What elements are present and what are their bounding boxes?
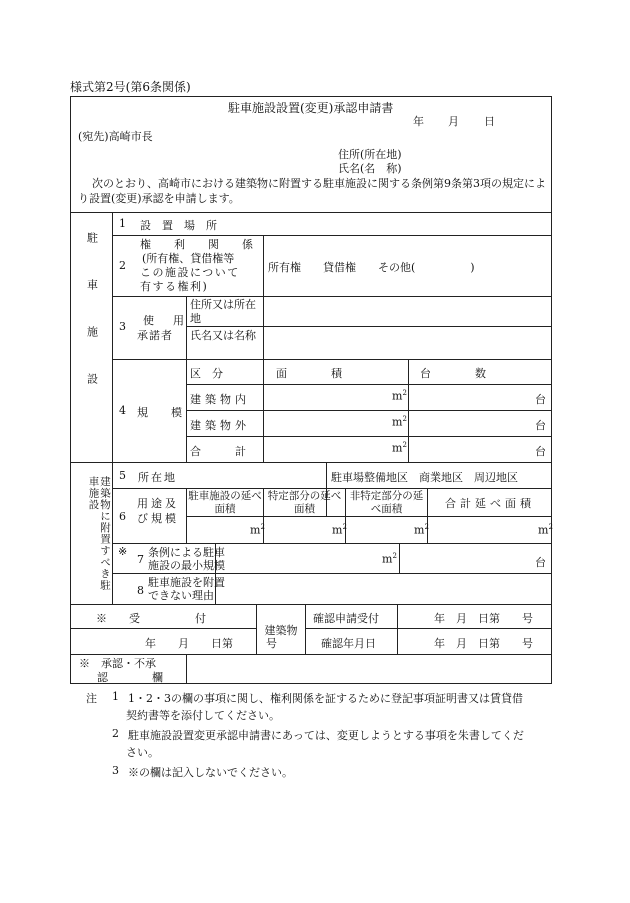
row8-label: 駐車施設を附置 できない理由: [148, 576, 225, 602]
row8-number: 8: [137, 584, 144, 597]
head-nonspecific-area: 非特定部分の延べ面積: [349, 489, 424, 515]
note-1-number: 1: [112, 690, 119, 703]
notes-prefix: 注: [86, 692, 97, 705]
intro-text: 次のとおり、高崎市における建築物に附置する駐車施設に関する条例第9条第3項の規定により設置(変更)承認を申請します。: [78, 177, 546, 206]
row2-label: 権 利 関 係 (所有権、貸借権等 この施設について 有する権利): [140, 238, 259, 293]
form-number: 様式第2号(第6条関係): [70, 80, 191, 94]
unit-nonspecific-area: $m^2$: [414, 523, 429, 537]
row3-label: 使 用 承諾者: [137, 314, 188, 342]
row6-number: 6: [119, 510, 126, 523]
section-parking-label: 駐車施設: [85, 232, 99, 420]
receipt-label: ※ 受 付: [96, 612, 206, 625]
scale-total-area-unit: $m^2$: [392, 441, 407, 455]
date-month: 月: [448, 115, 459, 128]
scale-outside-label: 建築物外: [190, 419, 250, 432]
row6-label: 用途及 び規模: [137, 497, 179, 525]
row3-number: 3: [119, 320, 126, 333]
note-1-text-cont: 契約書等を添付してください。: [126, 709, 280, 722]
scale-inside-area-unit: $m^2$: [392, 389, 407, 403]
row7-mark: ※: [118, 545, 128, 558]
min-scale-count-unit: 台: [535, 556, 546, 569]
confirm-date-value: 年 月 日第 号: [434, 637, 533, 650]
note-2-text-cont: さい。: [126, 746, 159, 759]
applicant-name-label: 氏名(名 称): [338, 162, 402, 175]
row7-number: 7: [137, 553, 144, 566]
consenter-name-input[interactable]: [264, 327, 551, 359]
unit-parking-area: $m^2$: [250, 523, 265, 537]
unit-specific-area: $m^2$: [332, 523, 347, 537]
note-3-number: 3: [112, 764, 119, 777]
unit-total-area: $m^2$: [538, 523, 553, 537]
scale-total-label: 合 計: [190, 445, 250, 458]
confirm-receipt-label: 確認申請受付: [313, 612, 379, 625]
note-2-text: 駐車施設設置変更承認申請書にあっては、変更しようとする事項を朱書してくだ: [128, 729, 524, 742]
scale-inside-label: 建築物内: [190, 393, 250, 406]
note-1-text: 1・2・3の欄の事項に関し、権利関係を証するために登記事項証明書又は賃貸借: [128, 692, 523, 705]
head-specific-area: 特定部分の延べ面積: [267, 489, 342, 515]
row7-label: 条例による駐車 施設の最小規模: [148, 546, 225, 572]
scale-head-area: 面 積: [276, 367, 342, 380]
scale-outside-count-unit: 台: [535, 419, 546, 432]
row1-number: 1: [119, 217, 126, 230]
approval-input[interactable]: [187, 655, 551, 683]
row5-label: 所在地: [138, 471, 177, 484]
head-parking-area: 駐車施設の延べ面積: [188, 489, 262, 515]
applicant-address-label: 住所(所在地): [338, 148, 402, 161]
confirm-date-label: 確認年月日: [321, 637, 376, 650]
consenter-address-label: 住所又は所在地: [190, 298, 256, 325]
note-3-text: ※の欄は記入しないでください。: [128, 766, 293, 779]
row2-number: 2: [119, 259, 126, 272]
location-input[interactable]: [264, 213, 551, 235]
consenter-name-label: 氏名又は名称: [190, 329, 256, 342]
scale-inside-count-unit: 台: [535, 393, 546, 406]
rights-options[interactable]: 所有権 貸借権 その他( ): [268, 261, 475, 274]
approval-label: ※ 承認・不承 認 欄: [79, 657, 163, 684]
consenter-address-input[interactable]: [264, 297, 551, 326]
form-title: 駐車施設設置(変更)承認申請書: [228, 101, 394, 115]
district-options[interactable]: 駐車場整備地区 商業地区 周辺地区: [331, 471, 518, 484]
reason-input[interactable]: [216, 574, 551, 603]
min-scale-area-unit: $m^2$: [382, 552, 397, 566]
row1-label: 設 置 場 所: [140, 219, 217, 232]
scale-outside-area-unit: $m^2$: [392, 415, 407, 429]
date-year: 年: [413, 115, 424, 128]
scale-head-count: 台 数: [420, 367, 486, 380]
row4-label: 規 模: [137, 406, 188, 419]
building-label: 建築物: [264, 623, 298, 637]
scale-total-count-unit: 台: [535, 445, 546, 458]
row5-number: 5: [119, 469, 126, 482]
addressee: (宛先)高崎市長: [78, 130, 153, 143]
section-building-label: 建築物に附置すべき駐車施設: [87, 476, 111, 591]
note-2-number: 2: [112, 727, 119, 740]
receipt-date-no: 年 月 日第 号: [145, 637, 277, 650]
head-total-area: 合計延べ面積: [445, 496, 535, 510]
confirm-receipt-value: 年 月 日第 号: [434, 612, 533, 625]
scale-head-kubun: 区 分: [190, 367, 223, 380]
row4-number: 4: [119, 404, 126, 417]
date-day: 日: [484, 115, 495, 128]
